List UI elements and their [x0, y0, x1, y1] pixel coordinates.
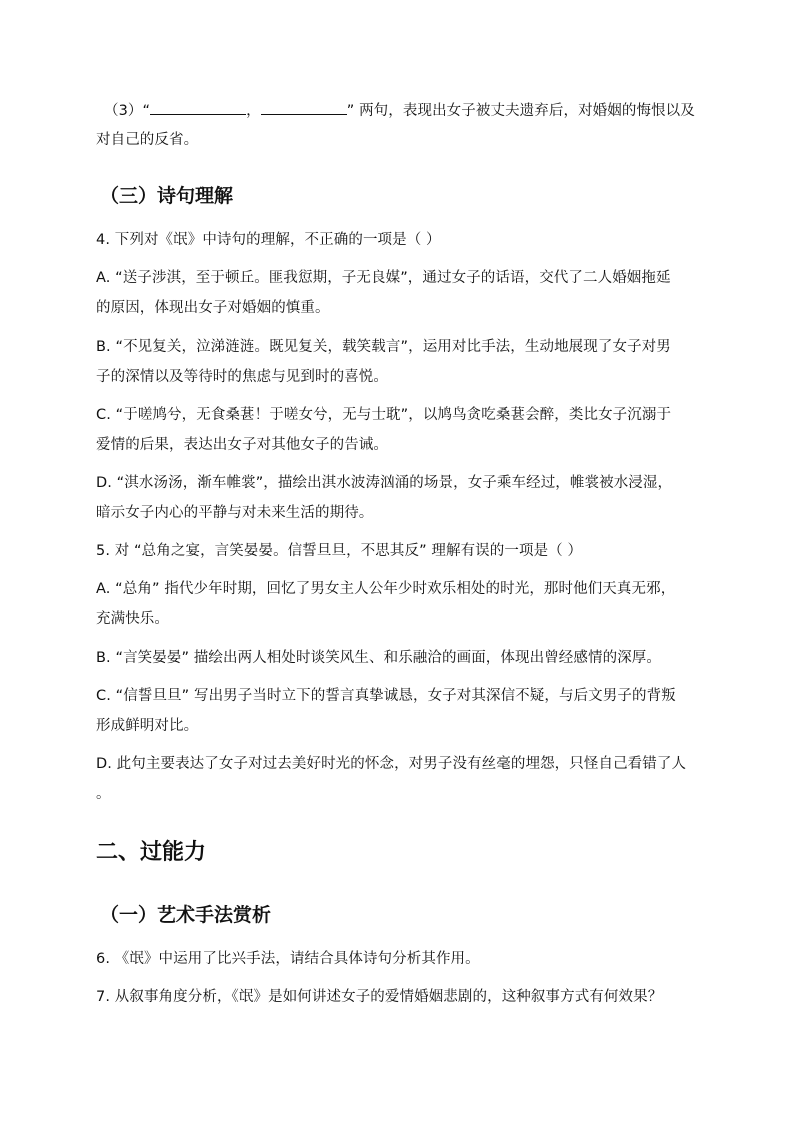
section-heading-poetry: （三）诗句理解	[100, 185, 234, 207]
section-heading-art: （一）艺术手法赏析	[100, 904, 272, 926]
q4-option-a-line-1: A. “送子涉淇，至于顿丘。匪我愆期，子无良媒”，通过女子的话语，交代了二人婚姻拖延	[96, 270, 671, 286]
q3-suffix: ” 两句，表现出女子被丈夫遗弃后，对婚姻的悔恨以及	[346, 103, 695, 119]
q3-blank-2[interactable]	[261, 100, 347, 115]
q5-option-c-line-2: 形成鲜明对比。	[96, 718, 199, 734]
q5-option-b-line-1: B. “言笑晏晏” 描绘出两人相处时谈笑风生、和乐融洽的画面，体现出曾经感情的深厚。	[96, 650, 661, 666]
q3-prefix: （3）“	[104, 103, 151, 119]
q4-option-c-line-2: 爱情的后果，表达出女子对其他女子的告诫。	[96, 437, 388, 453]
q4-option-b-line-2: 子的深情以及等待时的焦虑与见到时的喜悦。	[96, 369, 388, 385]
q5-stem: 5. 对 “总角之宴，言笑晏晏。信誓旦旦，不思其反” 理解有误的一项是（ ）	[96, 543, 583, 559]
q3-line-1	[104, 100, 695, 121]
q4-option-a-line-2: 的原因，体现出女子对婚姻的慎重。	[96, 300, 330, 316]
q4-option-d-line-1: D. “淇水汤汤，渐车帷裳”，描绘出淇水波涛汹涌的场景，女子乘车经过，帷裳被水浸湿，	[96, 475, 673, 491]
q4-option-b-line-1: B. “不见复关，泣涕涟涟。既见复关，载笑载言”，运用对比手法，生动地展现了女子对男	[96, 339, 671, 355]
q3-blank-1[interactable]	[150, 100, 246, 115]
q4-option-c-line-1: C. “于嗟鸠兮，无食桑葚！于嗟女兮，无与士耽”，以鸠鸟贪吃桑葚会醉，类比女子沉溺于	[96, 407, 672, 423]
q3-line-2: 对自己的反省。	[96, 132, 199, 148]
q5-option-a-line-2: 充满快乐。	[96, 611, 169, 627]
q3-comma: ，	[246, 103, 261, 119]
q7-text: 7. 从叙事角度分析，《氓》是如何讲述女子的爱情婚姻悲剧的，这种叙事方式有何效果？	[96, 989, 663, 1005]
part-heading-ability: 二、过能力	[96, 840, 207, 865]
q5-option-d-line-2: 。	[96, 786, 111, 802]
q6-text: 6. 《氓》中运用了比兴手法，请结合具体诗句分析其作用。	[96, 951, 480, 967]
q5-option-c-line-1: C. “信誓旦旦” 写出男子当时立下的誓言真挚诚恳，女子对其深信不疑，与后文男子的背叛	[96, 688, 676, 704]
q5-option-a-line-1: A. “总角” 指代少年时期，回忆了男女主人公年少时欢乐相处的时光，那时他们天真无邪，	[96, 581, 676, 597]
q5-option-d-line-1: D. 此句主要表达了女子对过去美好时光的怀念，对男子没有丝毫的埋怨，只怪自己看错了人	[96, 756, 687, 772]
q4-stem: 4. 下列对《氓》中诗句的理解，不正确的一项是（ ）	[96, 232, 441, 248]
q4-option-d-line-2: 暗示女子内心的平静与对未来生活的期待。	[96, 505, 374, 521]
